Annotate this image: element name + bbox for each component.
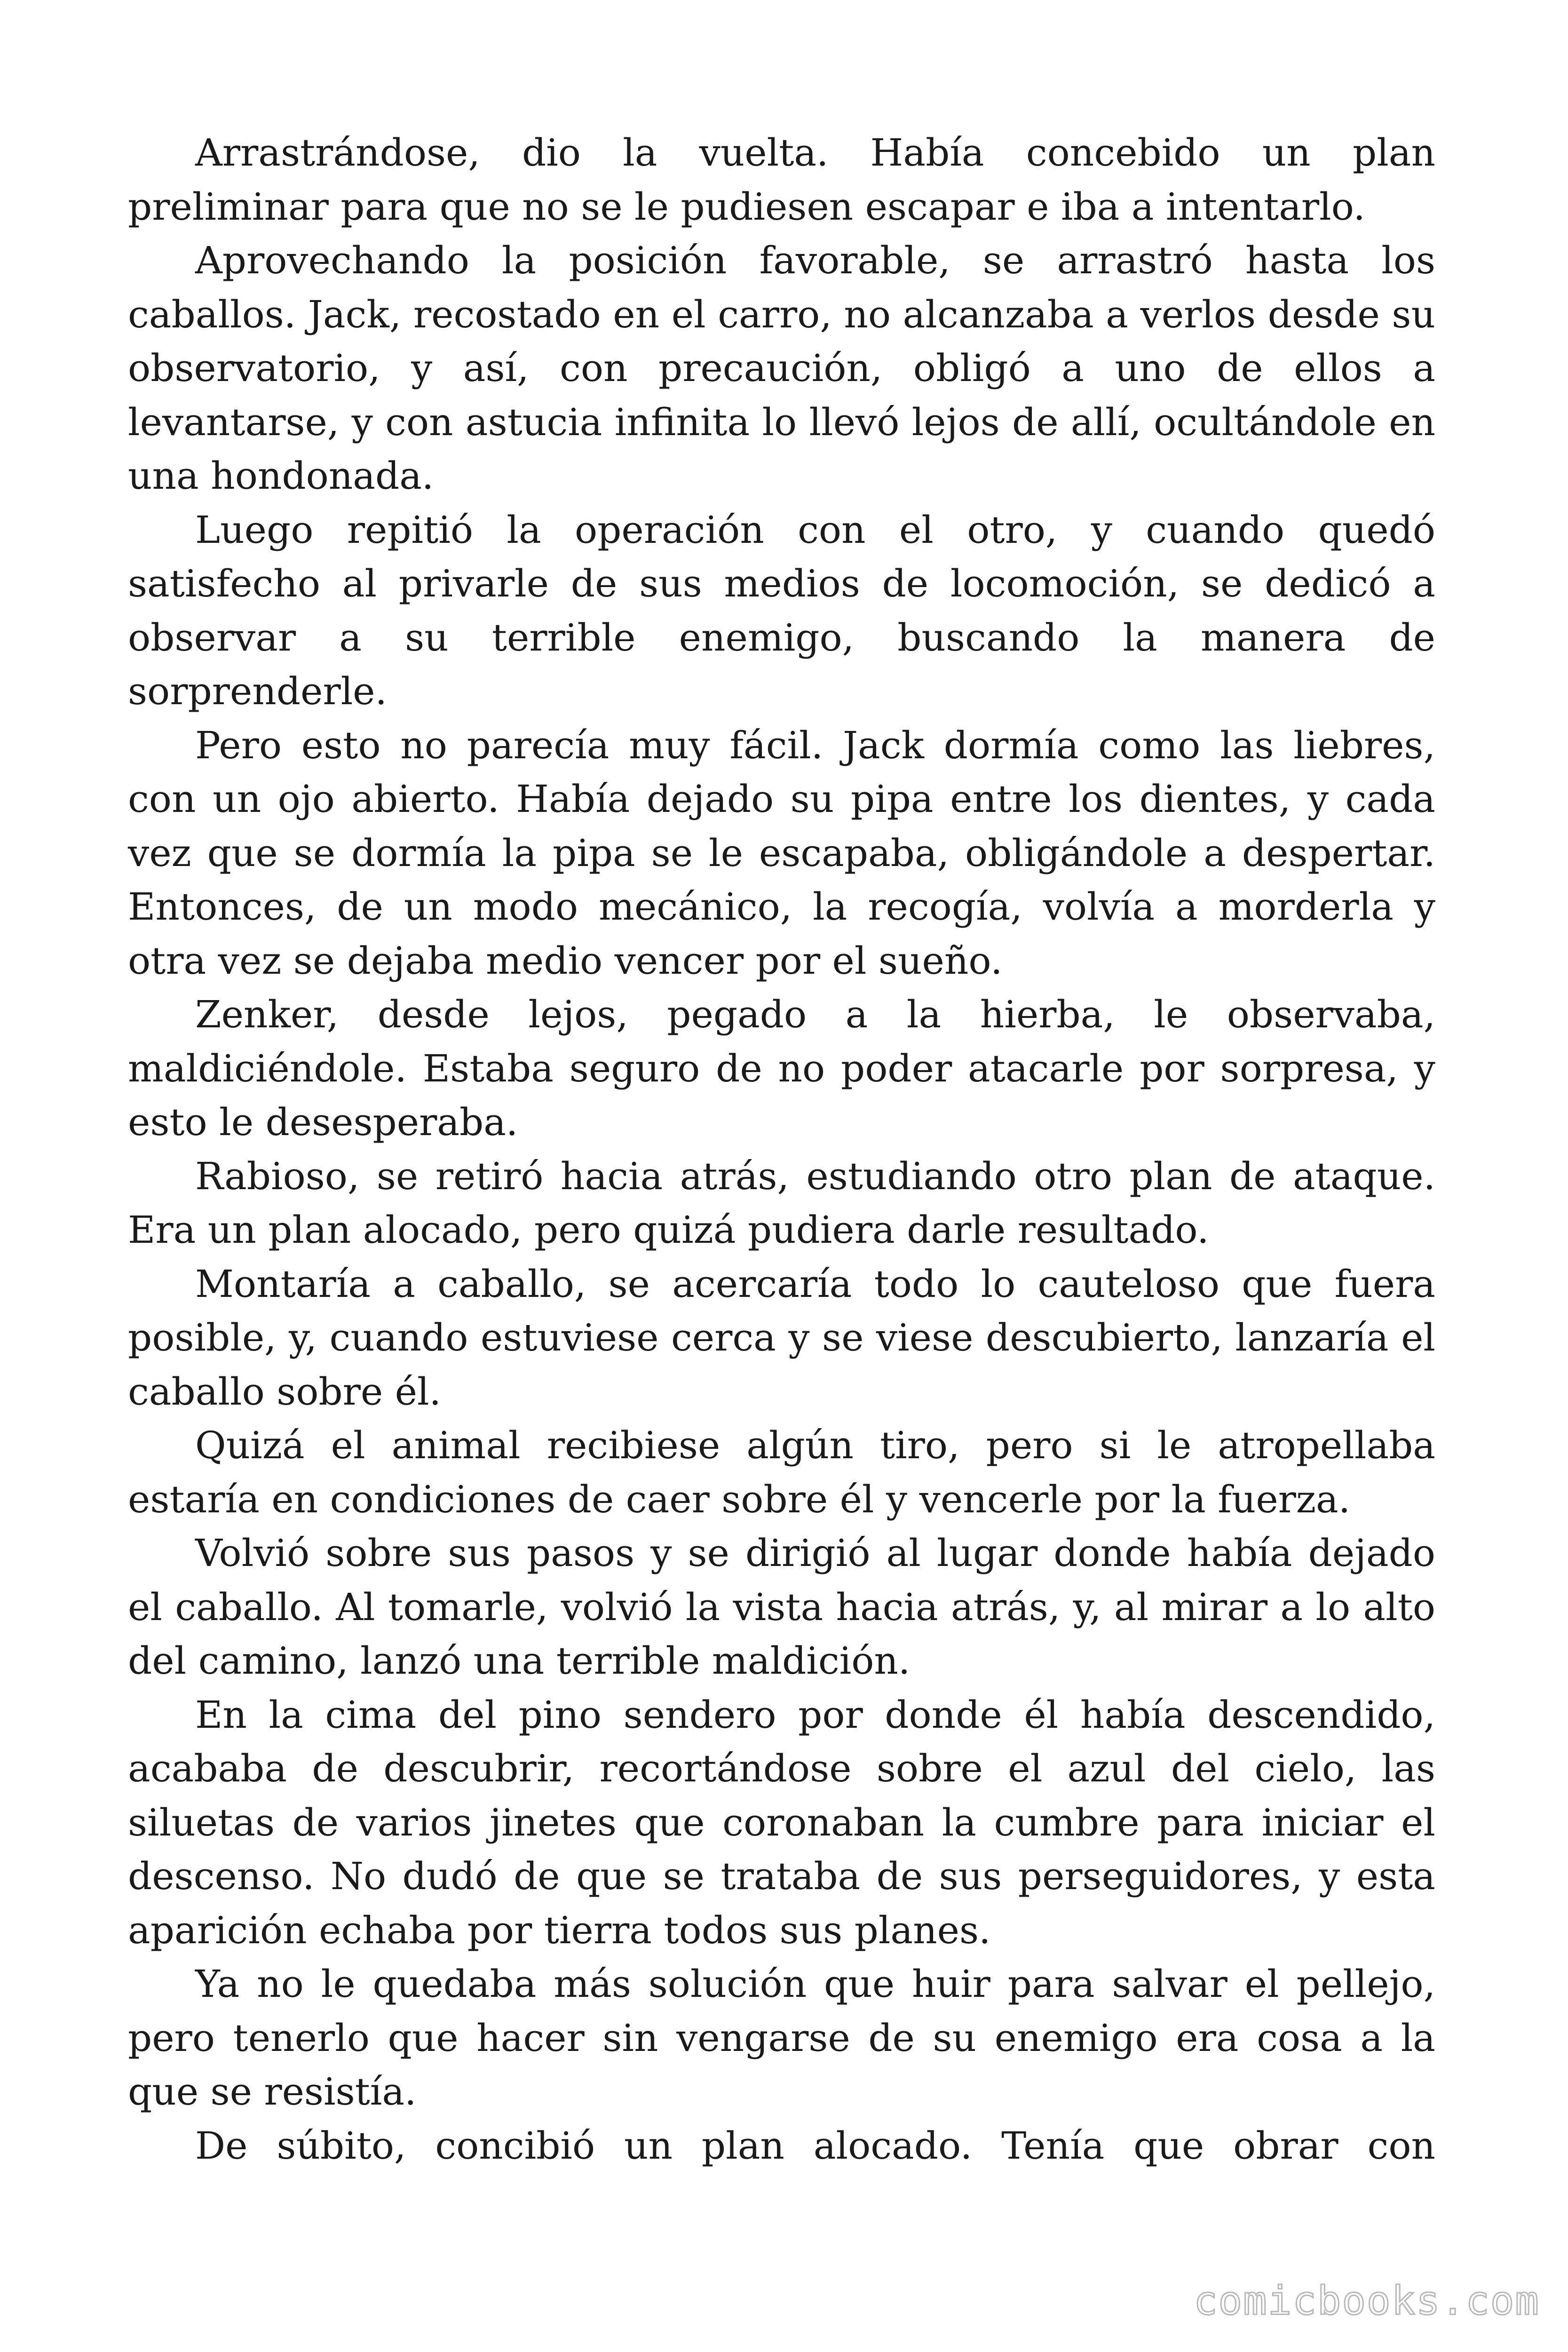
page-text [128,126,1435,2173]
paragraph: Rabioso, se retiró hacia atrás, estudiando otro plan de ataque. Era un plan alocado, pero quizá pudiera darle resultado. [128,1154,1435,1252]
paragraph: Pero esto no parecía muy fácil. Jack dormía como las liebres, con un ojo abierto. Había dejado su pipa entre los dientes, y cada vez que se dormía la pipa se le escapaba, obligándole a despertar. Entonces, de un modo mecánico, la recogía, volvía a morderla y otra vez se dejaba medio vencer por el sueño. [128,723,1435,983]
paragraph: Aprovechando la posición favorable, se arrastró hasta los caballos. Jack, recostado en el carro, no alcanzaba a verlos desde su observatorio, y así, con precaución, obligó a uno de ellos a levantarse, y con astucia infinita lo llevó lejos de allí, ocultándole en una hondonada. [128,238,1435,498]
watermark: comicbooks.com [1193,2278,1540,2324]
paragraph: De súbito, concibió un plan alocado. Tenía que obrar con [195,2123,1435,2168]
paragraph: En la cima del pino sendero por donde él había descendido, acababa de descubrir, recortándose sobre el azul del cielo, las siluetas de varios jinetes que coronaban la cumbre para iniciar el descenso. No dudó de que se trataba de sus perseguidores, y esta aparición echaba por tierra todos sus planes. [128,1692,1435,1952]
paragraph: Volvió sobre sus pasos y se dirigió al lugar donde había dejado el caballo. Al tomarle, volvió la vista hacia atrás, y, al mirar a lo alto del camino, lanzó una terrible maldición. [128,1531,1435,1683]
paragraph: Quizá el animal recibiese algún tiro, pero si le atropellaba estaría en condiciones de caer sobre él y vencerle por la fuerza. [128,1423,1435,1521]
paragraph: Zenker, desde lejos, pegado a la hierba, le observaba, maldiciéndole. Estaba seguro de no poder atacarle por sorpresa, y esto le desesperaba. [128,993,1435,1144]
paragraph: Ya no le quedaba más solución que huir para salvar el pellejo, pero tenerlo que hacer sin vengarse de su enemigo era cosa a la que se resistía. [128,1962,1435,2114]
paragraph: Luego repitió la operación con el otro, y cuando quedó satisfecho al privarle de sus medios de locomoción, se dedicó a observar a su terrible enemigo, buscando la manera de sorprenderle. [128,508,1435,713]
paragraph: Montaría a caballo, se acercaría todo lo cauteloso que fuera posible, y, cuando estuviese cerca y se viese descubierto, lanzaría el caballo sobre él. [128,1262,1435,1414]
paragraph: Arrastrándose, dio la vuelta. Había concebido un plan preliminar para que no se le pudiesen escapar e iba a intentarlo. [128,131,1435,229]
